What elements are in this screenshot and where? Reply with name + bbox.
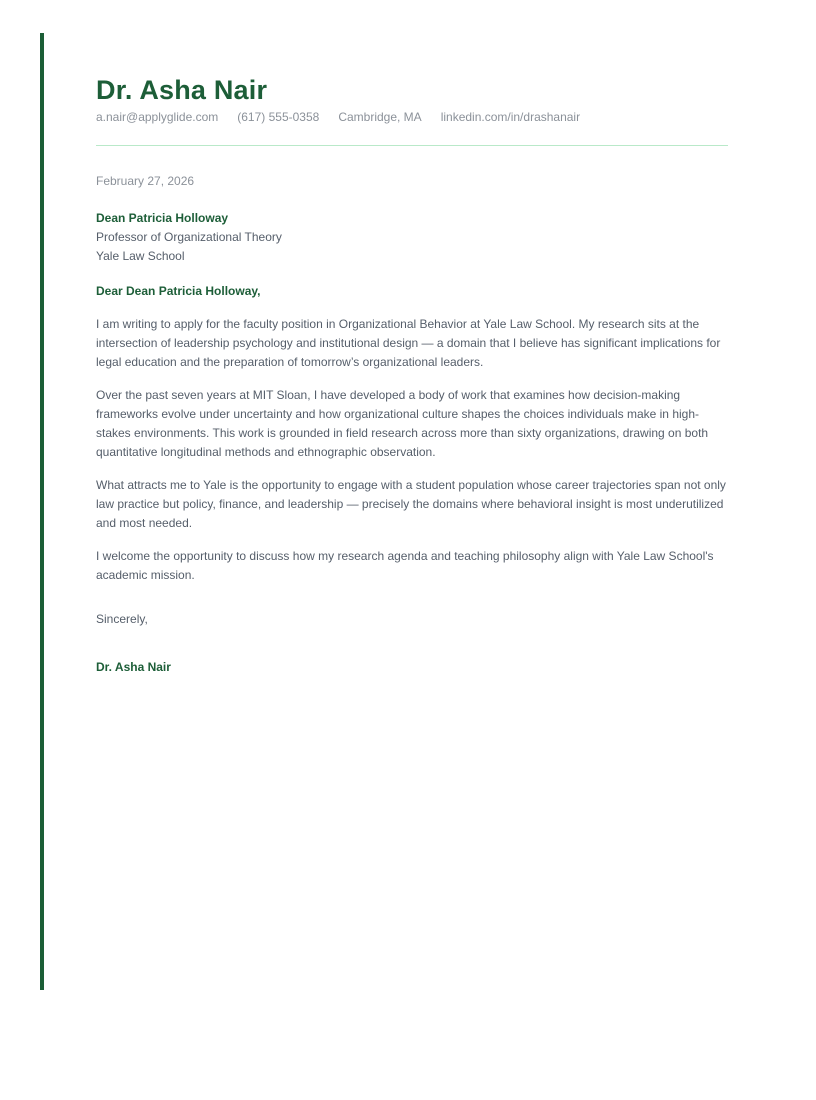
recipient-title: Professor of Organizational Theory xyxy=(96,230,282,244)
header-divider xyxy=(96,145,728,146)
body-paragraph-1: I am writing to apply for the faculty position in Organizational Behavior at Yale Law School. My research sits at the intersection of leadership psychology and institutional design — a domain that I believe has significant implications for legal education and the preparation of tomorrow’s organizational leaders. xyxy=(96,317,721,369)
contact-email: a.nair@applyglide.com xyxy=(96,110,219,124)
contact-location: Cambridge, MA xyxy=(338,110,422,124)
letter-content xyxy=(96,0,728,677)
accent-bar xyxy=(40,33,44,990)
contact-row xyxy=(96,110,728,124)
body-paragraph-3: What attracts me to Yale is the opportunity to engage with a student population whose career trajectories span not only law practice but policy, finance, and leadership — precisely the domains where behavioral insight is most underutilized and most needed. xyxy=(96,478,726,530)
page-title: Dr. Asha Nair xyxy=(96,75,268,105)
closing: Sincerely, xyxy=(96,612,148,626)
signature-name: Dr. Asha Nair xyxy=(96,660,171,674)
letter-date: February 27, 2026 xyxy=(96,174,195,188)
recipient-organization: Yale Law School xyxy=(96,249,185,263)
contact-linkedin: linkedin.com/in/drashanair xyxy=(440,110,581,124)
body-paragraph-4: I welcome the opportunity to discuss how my research agenda and teaching philosophy align with Yale Law School's academic mission. xyxy=(96,549,714,582)
body-paragraph-2: Over the past seven years at MIT Sloan, I have developed a body of work that examines how decision-making frameworks evolve under uncertainty and how organizational culture shapes the choices individuals make in high-stakes environments. This work is grounded in field research across more than sixty organizations, drawing on both quantitative longitudinal methods and ethnographic observation. xyxy=(96,388,709,459)
recipient-name: Dean Patricia Holloway xyxy=(96,211,229,225)
contact-phone: (617) 555-0358 xyxy=(237,110,320,124)
salutation: Dear Dean Patricia Holloway, xyxy=(96,284,261,298)
recipient-block xyxy=(96,209,728,266)
